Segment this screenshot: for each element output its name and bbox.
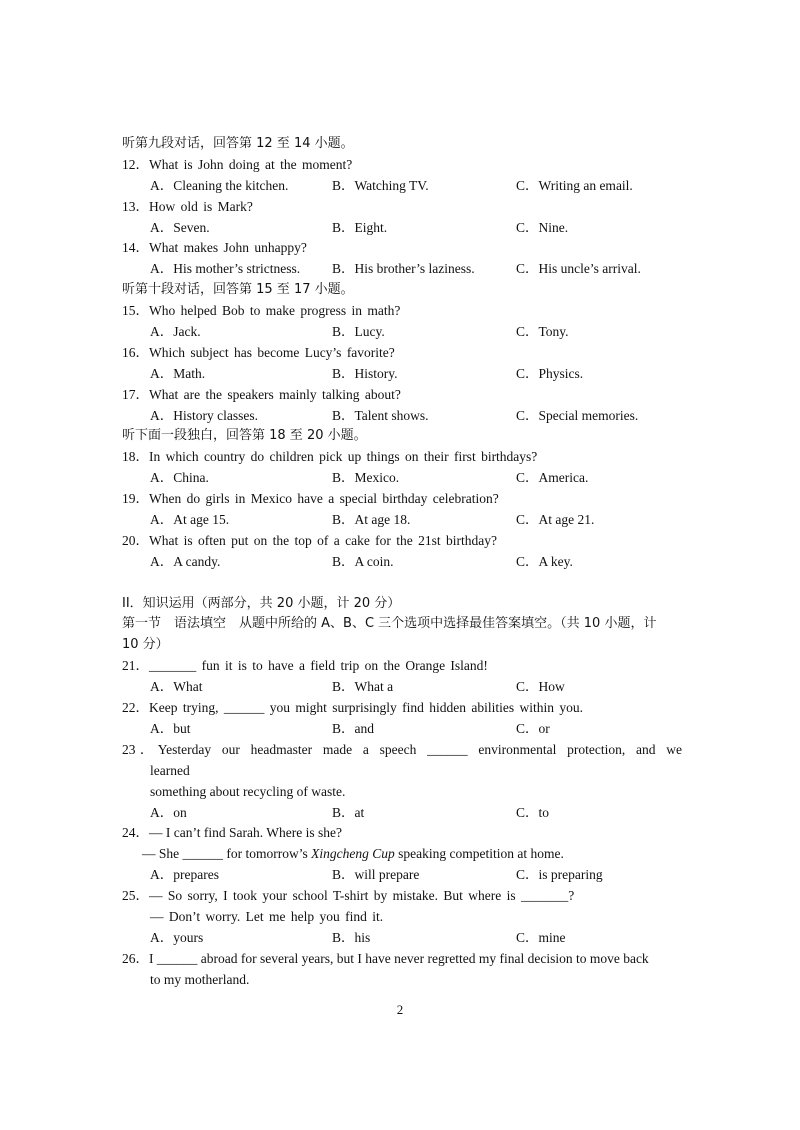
option-a: A．prepares — [150, 867, 219, 883]
option-b: B．A coin. — [332, 553, 394, 569]
question-stem-19: 19．When do girls in Mexico have a special birthday celebration? — [122, 491, 499, 507]
exam-page — [122, 134, 682, 991]
option-c: C．is preparing — [516, 867, 603, 883]
option-b: B．At age 18. — [332, 512, 411, 528]
option-c: C．Physics. — [516, 365, 584, 381]
options-12 — [122, 176, 682, 197]
question-stem-26: 26．I ______ abroad for several years, but I have never regretted my final decision to move back — [122, 950, 649, 966]
question-stem-23-wrap: learned — [150, 762, 190, 778]
option-b: B．at — [332, 804, 365, 820]
option-c: C．America. — [516, 470, 589, 486]
option-c: C．Tony. — [516, 324, 569, 340]
option-c: C．mine — [516, 929, 566, 945]
question-stem-22: 22．Keep trying, ______ you might surprisingly find hidden abilities within you. — [122, 700, 583, 716]
option-c: C．At age 21. — [516, 512, 595, 528]
option-b: B．his — [332, 929, 371, 945]
options-18 — [122, 468, 682, 489]
options-19 — [122, 510, 682, 531]
option-b: B．Watching TV. — [332, 177, 429, 193]
part2-section1-instruction-cont: 10 分） — [122, 637, 169, 653]
question-stem-25: 25．— So sorry, I took your school T-shirt by mistake. But where is _______? — [122, 888, 575, 904]
option-a: A．History classes. — [150, 407, 258, 423]
question-stem-16: 16．Which subject has become Lucy’s favorite? — [122, 344, 395, 360]
option-b: B．Lucy. — [332, 324, 385, 340]
options-24 — [122, 865, 682, 886]
option-b: B．Eight. — [332, 219, 388, 235]
option-a: A．Cleaning the kitchen. — [150, 177, 289, 193]
option-c: C．Special memories. — [516, 407, 639, 423]
question-stem-15: 15．Who helped Bob to make progress in math? — [122, 303, 401, 319]
option-b: B．History. — [332, 365, 398, 381]
option-c: C．Writing an email. — [516, 177, 633, 193]
question-stem-17: 17．What are the speakers mainly talking about? — [122, 386, 401, 402]
option-b: B．What a — [332, 679, 394, 695]
option-a: A．yours — [150, 929, 204, 945]
options-20 — [122, 552, 682, 573]
question-stem-20: 20．What is often put on the top of a cake for the 21st birthday? — [122, 532, 498, 548]
options-13 — [122, 218, 682, 239]
options-14 — [122, 259, 682, 280]
question-stem-14: 14．What makes John unhappy? — [122, 240, 307, 256]
option-a: A．At age 15. — [150, 512, 230, 528]
option-a: A．His mother’s strictness. — [150, 261, 301, 277]
question-stem-18: 18．In which country do children pick up things on their first birthdays? — [122, 449, 538, 465]
question-stem-12: 12．What is John doing at the moment? — [122, 156, 353, 172]
option-a: A．Math. — [150, 365, 206, 381]
reply-text-end: speaking competition at home. — [394, 846, 564, 862]
question-stem-21: 21．_______ fun it is to have a field trip on the Orange Island! — [122, 658, 488, 674]
question-stem-23-cont: something about recycling of waste. — [150, 783, 346, 799]
options-16 — [122, 364, 682, 385]
part2-section1-instruction: 第一节 语法填空 从题中所给的 A、B、C 三个选项中选择最佳答案填空。（共 10 小题，计 — [122, 616, 657, 632]
options-23 — [122, 803, 682, 824]
question-stem-24-reply — [122, 844, 682, 865]
options-15 — [122, 322, 682, 343]
section-heading-dialog10: 听第十段对话，回答第 15 至 17 小题。 — [122, 282, 354, 298]
question-stem-13: 13．How old is Mark? — [122, 198, 253, 214]
competition-name: Xingcheng Cup — [311, 846, 395, 862]
question-stem-26-cont: to my motherland. — [150, 971, 250, 987]
blank-line — [122, 573, 682, 594]
options-22 — [122, 719, 682, 740]
option-c: C．His uncle’s arrival. — [516, 261, 641, 277]
section-heading-dialog9: 听第九段对话，回答第 12 至 14 小题。 — [122, 136, 354, 151]
reply-text: — She ______ for tomorrow’s — [142, 846, 312, 862]
option-b: B．Mexico. — [332, 470, 400, 486]
option-a: A．China. — [150, 470, 209, 486]
option-a: A．Seven. — [150, 219, 210, 235]
page-number: 2 — [396, 1002, 404, 1017]
option-c: C．to — [516, 804, 550, 820]
options-21 — [122, 677, 682, 698]
question-stem-24: 24．— I can’t find Sarah. Where is she? — [122, 825, 342, 841]
options-17 — [122, 406, 682, 427]
option-b: B．and — [332, 720, 374, 736]
option-b: B．will prepare — [332, 867, 420, 883]
options-25 — [122, 928, 682, 949]
option-a: A．Jack. — [150, 324, 201, 340]
question-stem-25-reply: — Don’t worry. Let me help you find it. — [150, 908, 384, 924]
option-c: C．A key. — [516, 553, 573, 569]
option-a: A．but — [150, 720, 191, 736]
question-stem-23: 23．Yesterday our headmaster made a speech ______ environmental protection, and we — [122, 741, 682, 757]
section-heading-monologue: 听下面一段独白，回答第 18 至 20 小题。 — [122, 428, 367, 444]
option-c: C．How — [516, 679, 565, 695]
option-c: C．Nine. — [516, 219, 569, 235]
option-a: A．on — [150, 804, 187, 820]
part2-title: II．知识运用（两部分，共 20 小题，计 20 分） — [122, 595, 401, 611]
option-b: B．His brother’s laziness. — [332, 261, 475, 277]
option-a: A．A candy. — [150, 553, 221, 569]
option-a: A．What — [150, 679, 203, 695]
option-b: B．Talent shows. — [332, 407, 429, 423]
option-c: C．or — [516, 720, 550, 736]
